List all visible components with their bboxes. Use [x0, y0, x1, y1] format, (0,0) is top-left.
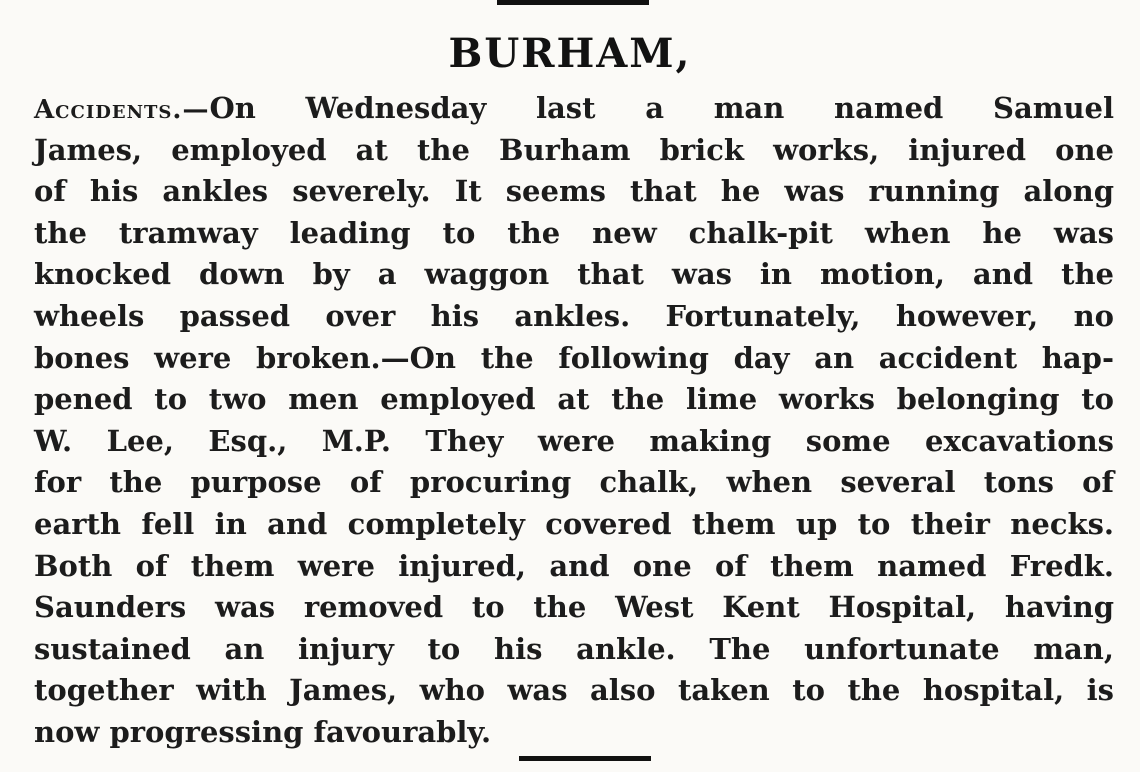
top-column-rule: [497, 0, 649, 5]
article-line: pened to two men employed at the lime works belonging to: [34, 382, 1114, 417]
article-line: wheels passed over his ankles. Fortunately, however, no: [34, 298, 1114, 333]
article-line: [34, 88, 1114, 130]
article-line-text: On Wednesday last a man named Samuel: [209, 91, 1114, 125]
article-line: earth fell in and completely covered them up to their necks.: [34, 506, 1114, 541]
article-headline: BURHAM,: [448, 30, 692, 77]
article-line: together with James, who was also taken to the hospital, is: [34, 673, 1114, 708]
article-line: bones were broken.—On the following day an accident hap-: [34, 340, 1114, 375]
article-line: for the purpose of procuring chalk, when several tons of: [34, 465, 1114, 500]
article-line: Both of them were injured, and one of them named Fredk.: [34, 548, 1114, 583]
article-line: of his ankles severely. It seems that he was running along: [34, 174, 1114, 209]
article-line: W. Lee, Esq., M.P. They were making some excavations: [34, 423, 1114, 458]
article-line: sustained an injury to his ankle. The unfortunate man,: [34, 631, 1114, 666]
article-line: knocked down by a waggon that was in motion, and the: [34, 257, 1114, 292]
article-line: the tramway leading to the new chalk-pit when he was: [34, 215, 1114, 250]
article-body: [34, 88, 1114, 754]
article-lead-in: Accidents.—: [34, 95, 210, 125]
article-line: Saunders was removed to the West Kent Hospital, having: [34, 590, 1114, 625]
article-line: now progressing favourably.: [34, 714, 492, 749]
bottom-column-rule: [519, 756, 651, 761]
article-line: James, employed at the Burham brick works, injured one: [34, 132, 1114, 167]
